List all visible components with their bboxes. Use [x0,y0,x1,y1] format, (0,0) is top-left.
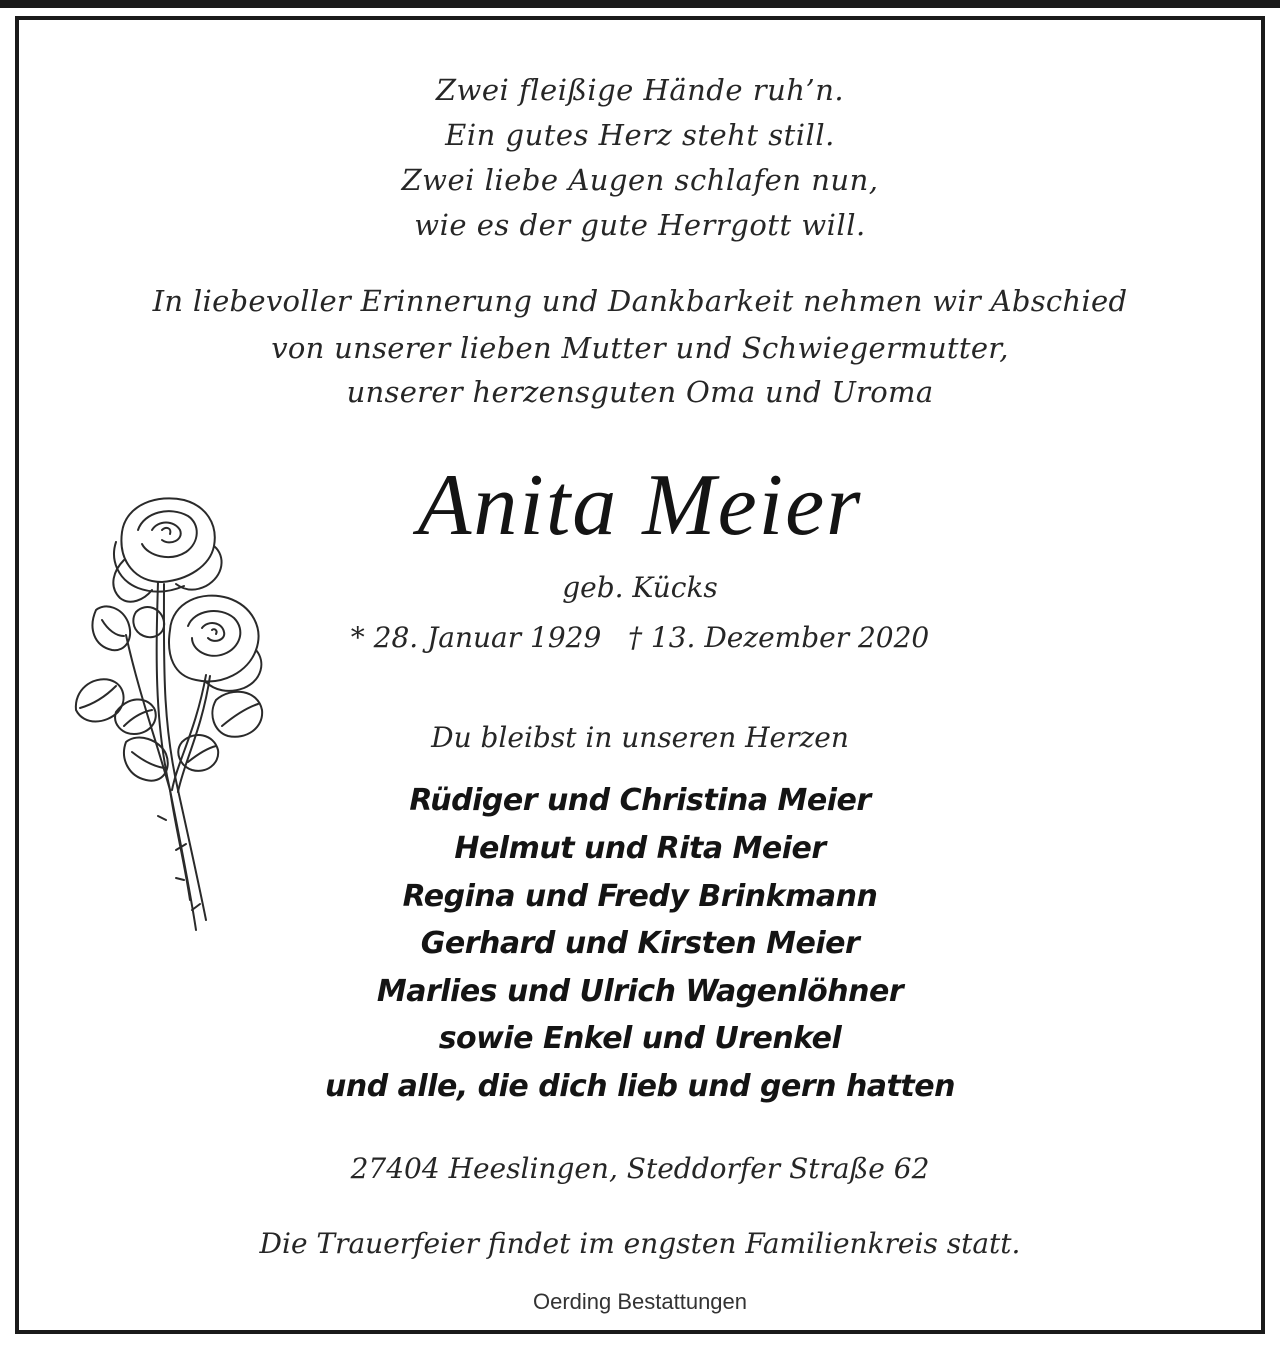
poem-line: wie es der gute Herrgott will. [414,208,866,242]
intro-line: von unserer lieben Mutter und Schwiegermutter, [271,331,1009,365]
poem-line: Zwei fleißige Hände ruh’n. [435,73,845,107]
top-border-bar [0,0,1280,8]
deceased-name: Anita Meier [417,457,863,554]
mourner-line: und alle, die dich lieb und gern hatten [325,1069,955,1104]
mourner-line: sowie Enkel und Urenkel [438,1021,842,1056]
birth-name: geb. Kücks [562,571,718,604]
mourner-line: Helmut und Rita Meier [454,831,826,866]
mourner-line: Gerhard und Kirsten Meier [420,926,860,961]
motto: Du bleibst in unseren Herzen [431,721,849,754]
rose-illustration-icon [66,490,276,940]
mourner-line: Rüdiger und Christina Meier [409,783,871,818]
poem-line: Zwei liebe Augen schlafen nun, [401,163,879,197]
undertaker: Oerding Bestattungen [532,1289,748,1314]
life-dates: * 28. Januar 1929 † 13. Dezember 2020 [350,621,930,654]
poem-line: Ein gutes Herz steht still. [445,118,835,152]
mourner-line: Marlies und Ulrich Wagenlöhner [376,974,904,1009]
intro-line: unserer herzensguten Oma und Uroma [346,375,934,409]
intro-line: In liebevoller Erinnerung und Dankbarkeit nehmen wir Abschied [152,284,1128,318]
ceremony-note: Die Trauerfeier findet im engsten Familienkreis statt. [259,1227,1021,1260]
address: 27404 Heeslingen, Steddorfer Straße 62 [350,1152,930,1185]
mourner-line: Regina und Fredy Brinkmann [402,879,878,914]
